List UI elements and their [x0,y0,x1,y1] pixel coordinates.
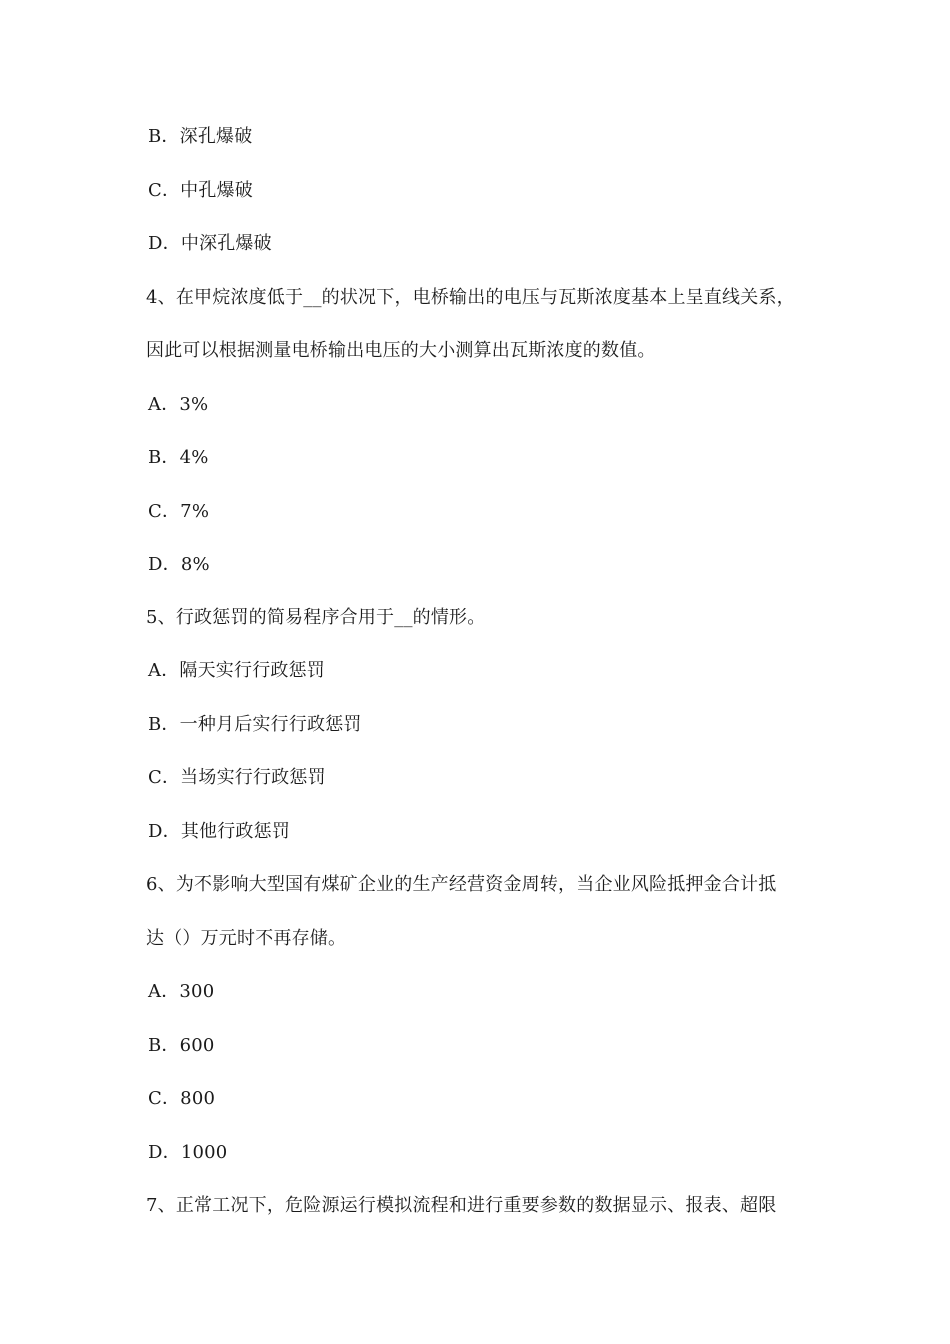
option-a-q4: A．3% [148,394,209,415]
option-b-q6: B．600 [148,1035,215,1056]
question-5: 5、行政惩罚的简易程序合用于__的情形。 [146,607,486,628]
question-6-line-1: 6、为不影响大型国有煤矿企业的生产经营资金周转，当企业风险抵押金合计抵 [146,874,777,895]
option-d-q4: D．8% [148,554,210,575]
question-6-line-2: 达（）万元时不再存储。 [146,928,347,949]
option-a-q6: A．300 [148,981,215,1002]
option-d-q3: D．中深孔爆破 [148,233,272,254]
option-c-q4: C．7% [148,501,210,522]
question-4-line-2: 因此可以根据测量电桥输出电压的大小测算出瓦斯浓度的数值。 [146,340,656,361]
option-b-q5: B．一种月后实行行政惩罚 [148,714,362,735]
option-c-q5: C．当场实行行政惩罚 [148,767,326,788]
option-c-q3: C．中孔爆破 [148,180,253,201]
question-4-line-1: 4、在甲烷浓度低于__的状况下，电桥输出的电压与瓦斯浓度基本上呈直线关系， [146,287,795,308]
option-c-q6: C．800 [148,1088,216,1109]
option-b-q3: B．深孔爆破 [148,126,253,147]
question-7-line-1: 7、正常工况下，危险源运行模拟流程和进行重要参数的数据显示、报表、超限 [146,1195,777,1216]
option-d-q5: D．其他行政惩罚 [148,821,291,842]
option-d-q6: D．1000 [148,1142,228,1163]
option-b-q4: B．4% [148,447,209,468]
option-a-q5: A．隔天实行行政惩罚 [148,660,325,681]
